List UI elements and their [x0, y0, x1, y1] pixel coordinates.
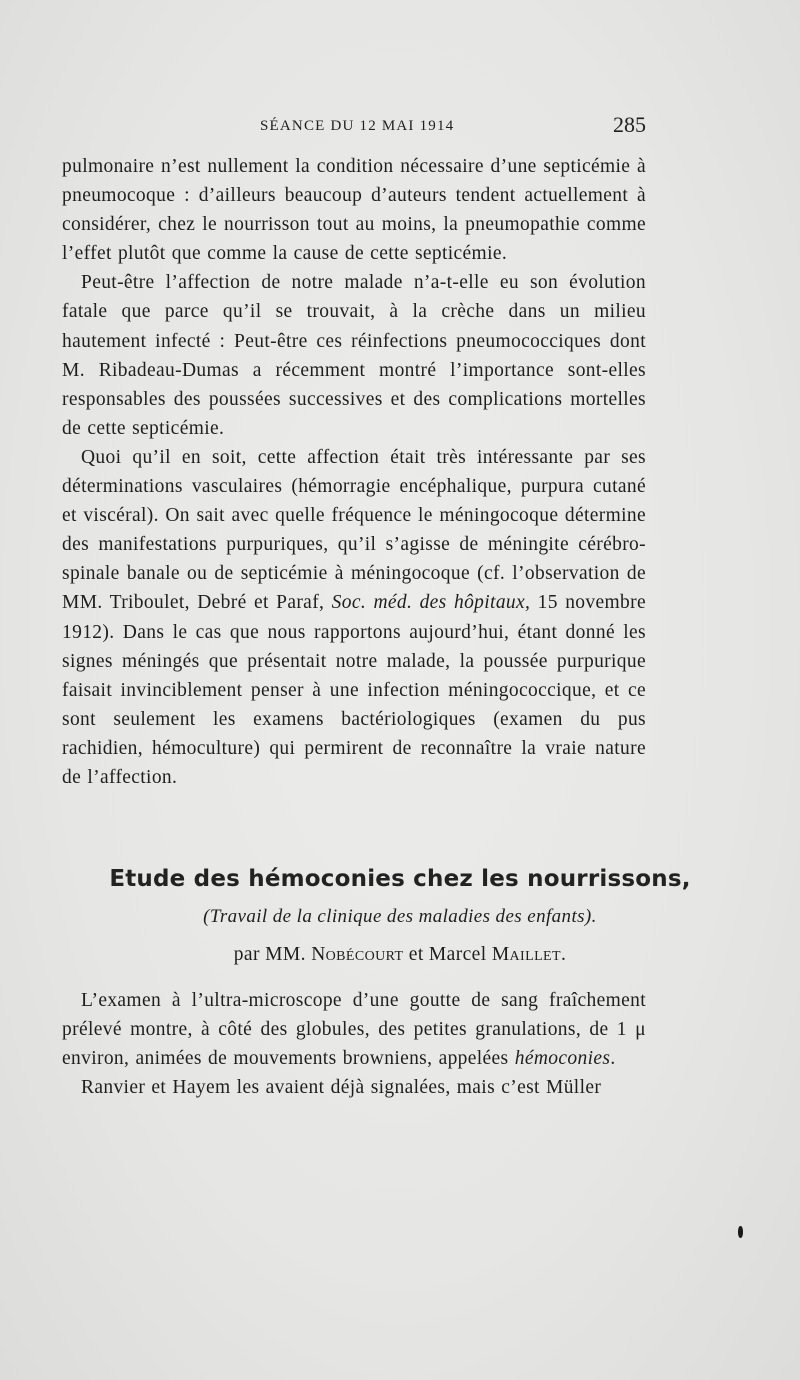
article-authors: [0, 944, 800, 966]
paragraph-purpura: [62, 443, 646, 792]
authors-prefix: par MM.: [233, 944, 306, 965]
running-title: SÉANCE DU 12 MAI 1914: [260, 118, 455, 134]
article-subtitle: [0, 906, 800, 928]
paragraph-continued: pulmonaire n’est nullement la condition nécessaire d’une septicémie à pneumocoque : d’ailleurs beaucoup d’auteurs tendent actuellement à considérer, chez le nourrisson tout au moins, la pneumopathie comme l’effet plutôt que comme la cause de cette septicémie.: [62, 156, 646, 265]
continued-article-text: [62, 152, 646, 792]
paragraph-purpura-part-1: Quoi qu’il en soit, cette affection était très intéressante par ses déterminations vasculaires (hémorragie encéphalique, purpura cutané et viscéral). On sait avec quelle fréquence le méningocoque détermine des manifestations purpuriques, qu’il s’agisse de méningite cérébro-spinale banale ou de septicémie à méningocoque (cf. l’observation de MM. Triboulet, Debré et Paraf,: [62, 446, 646, 614]
article-title: Etude des hémoconies chez les nourrissons,: [109, 866, 691, 892]
page-number: 285: [613, 112, 646, 137]
paragraph-evolution: Peut-être l’affection de notre malade n’a-t-elle eu son évolution fatale que parce qu’il se trouvait, à la crèche dans un milieu hautement infecté : Peut-être ces réinfections pneumococciques dont M. Ribadeau-Dumas a récemment montré l’importance sont-elles responsables des poussées successives et des complications mortelles de cette septicémie.: [62, 272, 646, 439]
term-hemoconies: hémoconies: [514, 1048, 611, 1070]
paragraph-ranvier: Ranvier et Hayem les avaient déjà signalées, mais c’est Müller: [81, 1077, 602, 1099]
running-header: [62, 112, 646, 142]
article-body: [62, 986, 646, 1102]
author-nobecourt: Nobécourt: [311, 944, 404, 965]
subtitle-close-paren: ).: [584, 906, 597, 927]
paragraph-purpura-part-2: 15 novembre 1912). Dans le cas que nous rapportons aujourd’hui, étant donné les signes méningés que présentait notre malade, la poussée purpurique faisait invinciblement penser à une infection méningococcique, et ce sont seulement les examens bactériologiques (examen du pus rachidien, hémoculture) qui permirent de reconnaître la vraie nature de l’affection.: [62, 592, 646, 788]
margin-ink-mark: [738, 1226, 743, 1238]
paragraph-ultramicroscope-end: .: [610, 1048, 616, 1070]
author-maillet: Maillet: [491, 944, 561, 965]
journal-citation: Soc. méd. des hôpitaux,: [331, 592, 531, 614]
subtitle-text: Travail de la clinique des maladies des enfants: [209, 906, 585, 927]
paragraph-ultramicroscope: [62, 986, 646, 1073]
authors-and: et Marcel: [408, 944, 487, 965]
subtitle-open-paren: (: [203, 906, 210, 927]
paragraph-ultramicroscope-text: L’examen à l’ultra-microscope d’une goutte de sang fraîchement prélevé montre, à côté des globules, des petites granulations, de 1 μ environ, animées de mouvements browniens, appelées: [62, 990, 646, 1070]
authors-suffix: .: [560, 944, 567, 965]
